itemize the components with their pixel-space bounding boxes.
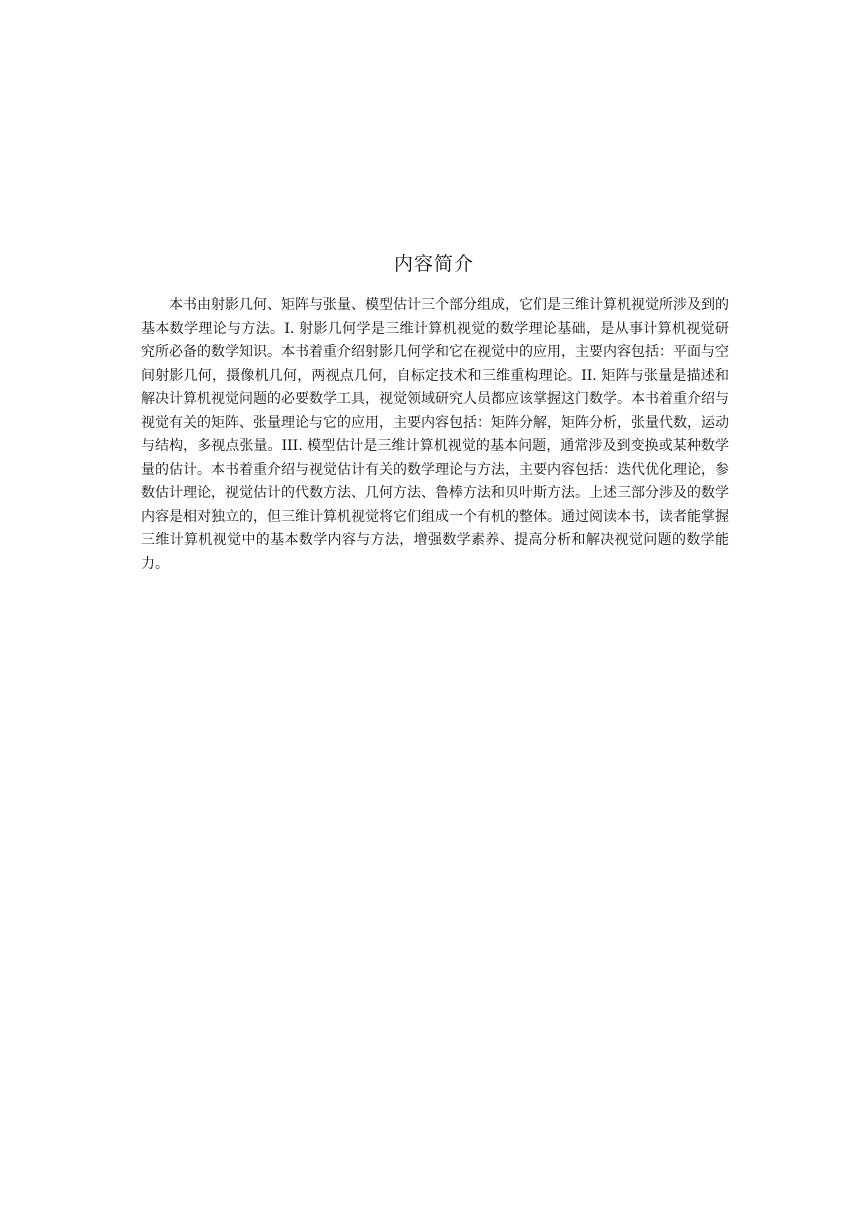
page-title: 内容简介 [393,253,474,275]
abstract-paragraph: 本书由射影几何、矩阵与张量、模型估计三个部分组成，它们是三维计算机视觉所涉及到的基本数学理论与方法。I. 射影几何学是三维计算机视觉的数学理论基础，是从事计算机视觉研究所必备的数学知识。本书着重介绍射影几何学和它在视觉中的应用，主要内容包括：平面与空间射影几何，摄像机几何，两视点几何，自标定技术和三维重构理论。II. 矩阵与张量是描述和解决计算机视觉问题的必要数学工具，视觉领域研究人员都应该掌握这门数学。本书着重介绍与视觉有关的矩阵、张量理论与它的应用，主要内容包括：矩阵分解，矩阵分析，张量代数，运动与结构，多视点张量。III. 模型估计是三维计算机视觉的基本问题，通常涉及到变换或某种数学量的估计。本书着重介绍与视觉估计有关的数学理论与方法，主要内容包括：迭代优化理论，参数估计理论，视觉估计的代数方法、几何方法、鲁棒方法和贝叶斯方法。上述三部分涉及的数学内容是相对独立的，但三维计算机视觉将它们组成一个有机的整体。通过阅读本书，读者能掌握三维计算机视觉中的基本数学内容与方法，增强数学素养、提高分析和解决视觉问题的数学能力。 [141,297,729,572]
